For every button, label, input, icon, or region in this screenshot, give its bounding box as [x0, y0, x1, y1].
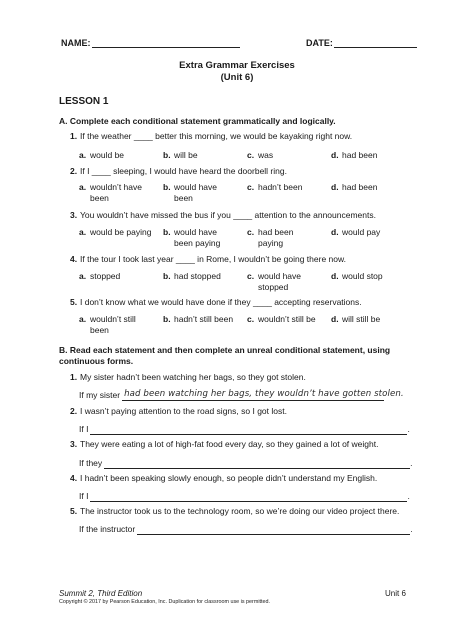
- answer-prompt: If my sister: [79, 390, 121, 400]
- answer-b3: [79, 457, 413, 469]
- question-text: If I ____ sleeping, I would have heard the doorbell ring.: [80, 166, 287, 176]
- question-number: 5.: [70, 297, 78, 307]
- option-text: hadn’t still been: [174, 314, 234, 324]
- date-blank-line[interactable]: [334, 38, 417, 48]
- option-letter: a.: [79, 314, 87, 324]
- option-letter: b.: [163, 182, 171, 192]
- answer-end-punct: .: [407, 424, 410, 434]
- option-letter: d.: [331, 271, 339, 281]
- answer-b5: [79, 523, 413, 535]
- option-letter: a.: [79, 150, 87, 160]
- option-text: would stop: [342, 271, 383, 281]
- lesson-heading: LESSON 1: [59, 96, 109, 107]
- option-letter: d.: [331, 150, 339, 160]
- statement-text: They were eating a lot of high-fat food every day, so they gained a lot of weight.: [80, 439, 379, 449]
- date-field[interactable]: [306, 38, 417, 48]
- statement-number: 5.: [70, 506, 78, 516]
- answer-line[interactable]: [122, 389, 404, 401]
- answer-end-punct: .: [410, 458, 413, 468]
- answer-prompt: If I: [79, 491, 89, 501]
- answer-prompt: If the instructor: [79, 524, 136, 534]
- option-text: would pay: [342, 227, 381, 237]
- statement-text: I wasn’t paying attention to the road signs, so I got lost.: [80, 406, 287, 416]
- name-field[interactable]: [61, 38, 240, 48]
- name-blank-line[interactable]: [92, 38, 240, 48]
- option-letter: b.: [163, 150, 171, 160]
- answer-line[interactable]: [90, 490, 410, 502]
- handwritten-answer: had been watching her bags, they wouldn’t have gotten stolen.: [124, 389, 404, 399]
- option-letter: b.: [163, 314, 171, 324]
- option-letter: d.: [331, 227, 339, 237]
- option-text: had stopped: [174, 271, 221, 281]
- option-text: hadn’t been: [258, 182, 303, 192]
- worksheet-title: Extra Grammar Exercises: [179, 60, 295, 71]
- answer-line[interactable]: [104, 457, 413, 469]
- question-a1: [70, 131, 352, 142]
- option-text: would be: [90, 150, 125, 160]
- option-letter: c.: [247, 271, 255, 281]
- option-text: was: [258, 150, 274, 160]
- option-text: had been paying: [258, 227, 294, 248]
- question-number: 1.: [70, 131, 78, 141]
- footer-book-title: Summit 2, Third Edition: [59, 589, 143, 598]
- option-text: would have been: [174, 182, 218, 203]
- option-letter: d.: [331, 182, 339, 192]
- question-a5: [70, 297, 362, 308]
- statement-text: I hadn’t been speaking slowly enough, so people didn’t understand my English.: [80, 473, 378, 483]
- option-text: wouldn’t still be: [258, 314, 316, 324]
- option-text: had been: [342, 150, 378, 160]
- statement-number: 2.: [70, 406, 78, 416]
- question-number: 2.: [70, 166, 78, 176]
- section-b-instruction: B. Read each statement and then complete an unreal conditional statement, using continuous forms.: [59, 345, 391, 366]
- option-letter: c.: [247, 182, 255, 192]
- question-a4: [70, 254, 346, 265]
- answer-b4: [79, 490, 410, 502]
- option-text: will be: [174, 150, 198, 160]
- footer-unit: Unit 6: [385, 589, 406, 598]
- question-a2: [70, 166, 287, 177]
- statement-text: The instructor took us to the technology room, so we’re doing our video project there.: [80, 506, 400, 516]
- answer-b2: [79, 423, 410, 435]
- question-text: You wouldn’t have missed the bus if you ____ attention to the announcements.: [80, 210, 376, 220]
- question-number: 4.: [70, 254, 78, 264]
- statement-number: 3.: [70, 439, 78, 449]
- statement-number: 1.: [70, 372, 78, 382]
- option-letter: c.: [247, 150, 255, 160]
- option-letter: b.: [163, 227, 171, 237]
- answer-prompt: If they: [79, 458, 103, 468]
- worksheet-subtitle: (Unit 6): [220, 72, 254, 83]
- copyright-notice: Copyright © 2017 by Pearson Education, Inc. Duplication for classroom use is permitted.: [59, 599, 271, 605]
- answer-end-punct: .: [407, 491, 410, 501]
- option-letter: a.: [79, 182, 87, 192]
- option-letter: a.: [79, 227, 87, 237]
- option-text: will still be: [342, 314, 381, 324]
- option-text: had been: [342, 182, 378, 192]
- question-a3: [70, 210, 376, 221]
- statement-b3: [70, 439, 378, 450]
- option-letter: c.: [247, 227, 255, 237]
- statement-text: My sister hadn’t been watching her bags, so they got stolen.: [80, 372, 306, 382]
- answer-line[interactable]: [90, 423, 410, 435]
- option-text: wouldn’t still been: [90, 314, 136, 335]
- statement-b5: [70, 506, 399, 517]
- option-letter: d.: [331, 314, 339, 324]
- question-text: I don’t know what we would have done if they ____ accepting reservations.: [80, 297, 362, 307]
- option-text: would have stopped: [258, 271, 302, 292]
- question-number: 3.: [70, 210, 78, 220]
- option-letter: c.: [247, 314, 255, 324]
- date-label: DATE:: [306, 38, 333, 48]
- answer-b1: [79, 389, 404, 401]
- option-text: would be paying: [90, 227, 152, 237]
- option-letter: a.: [79, 271, 87, 281]
- section-a-instruction: A. Complete each conditional statement grammatically and logically.: [59, 116, 336, 126]
- option-text: wouldn’t have been: [90, 182, 142, 203]
- option-letter: b.: [163, 271, 171, 281]
- question-text: If the tour I took last year ____ in Rome, I wouldn’t be going there now.: [80, 254, 347, 264]
- answer-line[interactable]: [137, 523, 413, 535]
- option-text: would have been paying: [174, 227, 221, 248]
- option-text: stopped: [90, 271, 121, 281]
- statement-number: 4.: [70, 473, 78, 483]
- answer-prompt: If I: [79, 424, 89, 434]
- name-label: NAME:: [61, 38, 91, 48]
- statement-b2: [70, 406, 287, 417]
- question-text: If the weather ____ better this morning, we would be kayaking right now.: [80, 131, 353, 141]
- statement-b4: [70, 473, 377, 484]
- statement-b1: [70, 372, 306, 383]
- answer-end-punct: .: [410, 524, 413, 534]
